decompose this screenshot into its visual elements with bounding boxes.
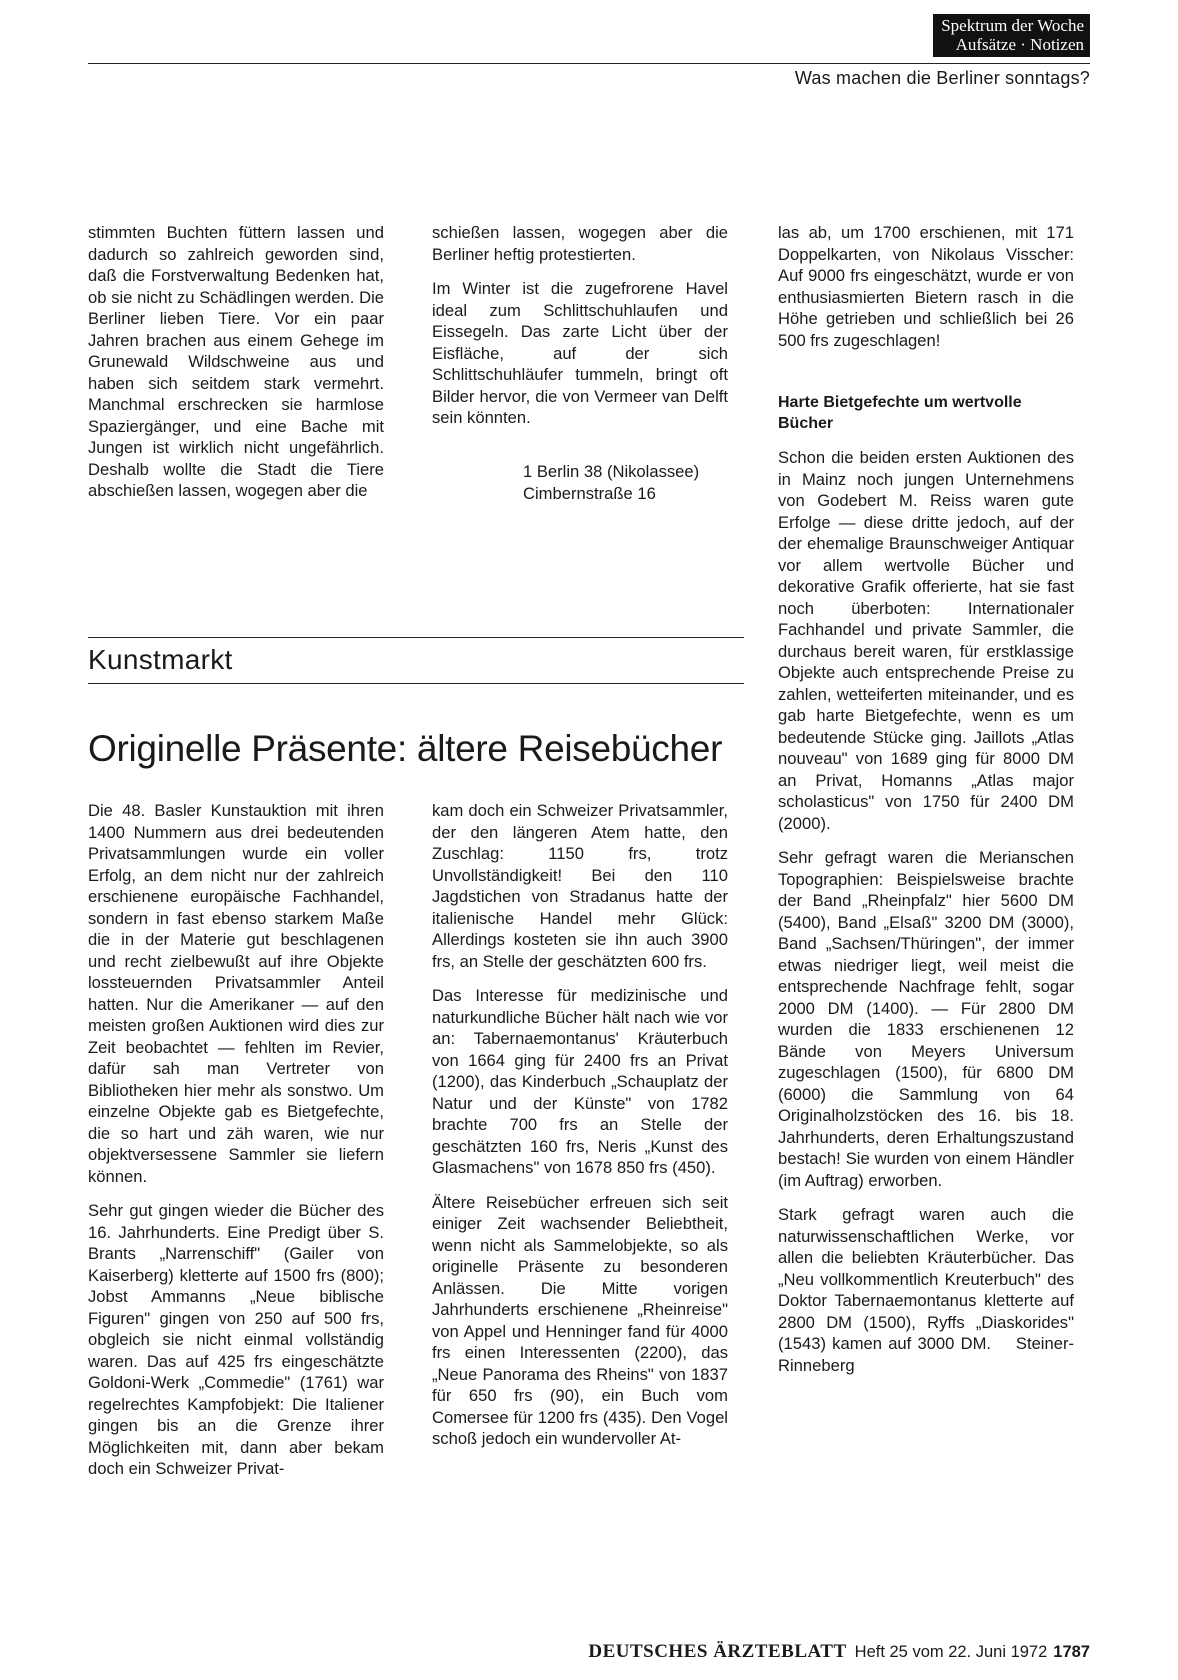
article-title: Originelle Präsente: ältere Reisebücher (88, 728, 723, 769)
address-line-2: Cimbernstraße 16 (523, 483, 656, 503)
col3-para-4 (778, 1204, 1074, 1376)
col2-para-1: kam doch ein Schweizer Privatsammler, der den längeren Atem hatte, den Zuschlag: 1150 frs, trotz Unvollständigkeit! Bei den 110 Jagdstichen von Stradanus hatte der italienische Handel mehr Glück: Allerdings kosteten sie ihn auch 3900 frs, an Stelle der geschätzten 600 frs. (432, 801, 728, 971)
col2-para-3: Ältere Reisebücher erfreuen sich seit einiger Zeit wachsender Beliebtheit, wenn nicht als Sammelobjekte, so als originelle Präsente zu besonderen Anlässen. Die Mitte vorigen Jahrhunderts erschienene „Rheinreise" von Appel und Henninger fand für 4000 frs einen Interessenten (2200), das „Neue Panorama des Rheins" von 1837 für 650 frs (90), ein Buch vom Comersee für 1200 frs (435). Den Vogel schoß jedoch ein wundervoller At- (432, 1192, 728, 1448)
section-badge (933, 14, 1090, 57)
page-footer (588, 1641, 1090, 1663)
col3-para-1: las ab, um 1700 erschienen, mit 171 Doppelkarten, von Nikolaus Visscher: Auf 9000 frs eingeschätzt, wurde er von enthusiasmierten Bietern rasch in die Höhe getrieben und schließlich bei 26 500 frs zugeschlagen! (778, 223, 1074, 350)
running-head: Was machen die Berliner sonntags? (794, 68, 1090, 88)
prev-article-column-2 (432, 222, 728, 442)
header-rule (88, 63, 1090, 64)
section-line-1: Spektrum der Woche (941, 16, 1084, 35)
kunstmarkt-column-3 (778, 222, 1074, 1389)
kunstmarkt-column-2 (432, 800, 728, 1463)
section-rule-bottom (88, 683, 744, 684)
prev-article-text-col1: stimmten Buchten füttern lassen und dadurch so zahlreich geworden sind, daß die Forstverwaltung Bedenken hat, ob sie nicht zu Schädlingen werden. Die Berliner lieben Tiere. Vor ein paar Jahren brachen aus einem Gehege im Grunewald Wildschweine aus und haben sich seitdem stark vermehrt. Manchmal erschrecken sie harmlose Spaziergänger, und eine Bache mit Jungen ist wirklich nicht ungefährlich. Deshalb wollte die Stadt die Tiere abschießen lassen, wogegen aber die (88, 223, 384, 500)
issue-info: Heft 25 vom 22. Juni 1972 (854, 1643, 1048, 1661)
page-number: 1787 (1053, 1643, 1090, 1661)
prev-article-para-2: Im Winter ist die zugefrorene Havel ideal zum Schlittschuhlaufen und Eissegeln. Das zarte Licht über der Eisfläche, auf der sich Schlittschuhläufer tummeln, bringt oft Bilder hervor, die von Vermeer van Delft sein könnten. (432, 279, 728, 427)
kunstmarkt-column-1 (88, 800, 384, 1493)
col2-para-2: Das Interesse für medizinische und naturkundliche Bücher hält nach wie vor an: Tabernaemontanus' Kräuterbuch von 1664 ging für 2400 frs an Privat (1200), das Kinderbuch „Schauplatz der Natur und der Künste" von 1782 brachte 700 frs an Stelle der geschätzten 160 frs, Neris „Kunst des Glasmachens" von 1678 850 frs (450). (432, 986, 728, 1177)
section-rule-top (88, 637, 744, 638)
address-line-1: 1 Berlin 38 (Nikolassee) (523, 462, 700, 481)
section-line-2: Aufsätze · Notizen (955, 35, 1084, 54)
col1-para-1: Die 48. Basler Kunstauktion mit ihren 1400 Nummern aus drei bedeutenden Privatsammlungen wurde ein voller Erfolg, an dem nicht nur der zahlreich erschienene europäische Fachhandel, sondern in fast ebenso starkem Maße die in der Materie gut beschlagenen und recht zielbewußt auf ihre Objekte lossteuernden Privatsammler Anteil hatten. Nur die Amerikaner — auf den meisten großen Auktionen wird dies zur Zeit beobachtet — fehlten im Revier, dafür sah man Vertreter von Bibliotheken hier mehr als sonstwo. Um einzelne Objekte gab es Bietgefechte, die so hart und zäh waren, wie nur objektversessene Sammler sie liefern können. (88, 801, 384, 1186)
prev-article-para-1: schießen lassen, wogegen aber die Berliner heftig protestierten. (432, 223, 728, 264)
col3-para-3: Sehr gefragt waren die Merianschen Topographien: Beispielsweise brachte der Band „Rheinpfalz" hier 5600 DM (5400), Band „Elsaß" 3200 DM (3000), Band „Sachsen/Thüringen", der immer etwas niedriger liegt, weil meist die entsprechende Nachfrage fehlt, sogar 2000 DM (1400). — Für 2800 DM wurden die 1833 erschienenen 12 Bände von Meyers Universum zugeschlagen (1500), für 6800 DM (6000) die Sammlung von 64 Originalholzstöcken des 16. bis 18. Jahrhunderts, deren Erhaltungszustand bestach! Sie wurden von einem Händler (im Auftrag) erworben. (778, 848, 1074, 1190)
col3-para-2: Schon die beiden ersten Auktionen des in Mainz noch jungen Unternehmens von Godebert M. Reiss waren gute Erfolge — diese dritte jedoch, auf der der ehemalige Braunschweiger Antiquar vor allem wertvolle Bücher und dekorative Grafik offerierte, hat sie fast noch überboten: Internationaler Fachhandel und private Sammler, die durchaus bereit waren, für erstklassige Objekte auch entsprechende Preise zu zahlen, wetteiferten miteinander, und es gab harte Bietgefechte, wenn es um bedeutende Stücke ging. Jaillots „Atlas nouveau" von 1689 ging für 8000 DM an Privat, Homanns „Atlas major scholasticus" von 1750 für 2400 DM (2000). (778, 448, 1074, 833)
journal-name: DEUTSCHES ÄRZTEBLATT (588, 1641, 847, 1662)
prev-article-column-1 (88, 222, 384, 515)
author-address (523, 461, 699, 504)
col3-para-4-text: Stark gefragt waren auch die naturwissenschaftlichen Werke, vor allen die beliebten Kräuterbücher. Das „Neu vollkommentlich Kreuterbuch" des Doktor Tabernaemontanus kletterte auf 2800 DM (1500), Ryffs „Diaskorides" (1543) kamen auf 3000 DM. (778, 1205, 1074, 1353)
section-label: Kunstmarkt (88, 644, 233, 675)
author-signature: Steiner-Rinneberg (778, 1334, 1074, 1375)
col1-para-2: Sehr gut gingen wieder die Bücher des 16. Jahrhunderts. Eine Predigt über S. Brants „Narrenschiff" (Gailer von Kaiserberg) kletterte auf 1500 frs (800); Jobst Ammanns „Neue biblische Figuren" gingen von 250 auf 500 frs, obgleich sie nicht einmal vollständig waren. Das auf 425 frs eingeschätzte Goldoni-Werk „Commedie" (1761) war regelrechtes Kampfobjekt: Die Italiener gingen bis an die Grenze ihrer Möglichkeiten mit, dann aber bekam doch ein Schweizer Privat- (88, 1201, 384, 1478)
subheading: Harte Bietgefechte um wertvolle Bücher (778, 394, 1022, 432)
